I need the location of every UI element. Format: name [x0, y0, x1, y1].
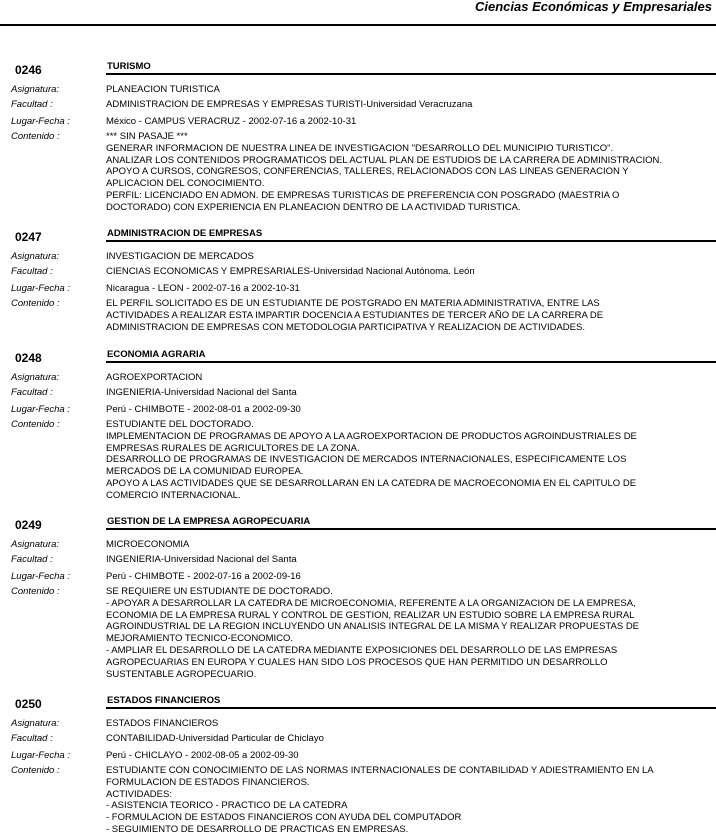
entry-code: 0248 — [15, 351, 42, 365]
field-label: Lugar-Fecha : — [11, 283, 70, 294]
entry-code: 0247 — [15, 230, 42, 244]
content-line: - FORMULACION DE ESTADOS FINANCIEROS CON AYUDA DEL COMPUTADOR — [106, 812, 462, 824]
content-line: ESTUDIANTE DEL DOCTORADO. — [106, 419, 254, 430]
field-value: MICROECONOMIA — [106, 539, 190, 550]
field-label: Lugar-Fecha : — [11, 750, 70, 761]
field-label: Lugar-Fecha : — [11, 571, 70, 582]
content-line: - SEGUIMIENTO DE DESARROLLO DE PRACTICAS EN EMPRESAS. — [106, 823, 409, 835]
entry-divider — [106, 707, 716, 709]
content-line: APOYO A CURSOS, CONGRESOS, CONFERENCIAS, TALLERES, RELACIONADOS CON LAS LINEAS GENERACION Y — [106, 166, 629, 178]
content-text — [106, 586, 639, 680]
field-label: Facultad : — [11, 266, 53, 277]
field-value: INGENIERIA-Universidad Nacional del Santa — [106, 554, 297, 565]
content-line: *** SIN PASAJE *** — [106, 131, 188, 142]
content-line: SUSTENTABLE AGROPECUARIO. — [106, 668, 257, 680]
field-label: Lugar-Fecha : — [11, 116, 70, 127]
entry-code: 0246 — [15, 63, 42, 77]
entry-subject: ECONOMIA AGRARIA — [107, 349, 206, 360]
field-value: Perú - CHICLAYO - 2002-08-05 a 2002-09-30 — [106, 750, 299, 761]
field-label: Asignatura: — [11, 539, 60, 550]
field-value: AGROEXPORTACION — [106, 372, 203, 383]
content-line: EMPRESAS RURALES DE AGRICULTORES DE LA ZONA. — [106, 442, 360, 454]
content-line: APOYO A LAS ACTIVIDADES QUE SE DESARROLLARAN EN LA CATEDRA DE MACROECONOMIA EN EL CAPITULO DE — [106, 477, 637, 489]
field-value: CIENCIAS ECONOMICAS Y EMPRESARIALES-Universidad Nacional Autónoma. León — [106, 266, 475, 277]
content-line: ACTIVIDADES: — [106, 788, 172, 800]
field-value: INVESTIGACION DE MERCADOS — [106, 251, 254, 262]
content-line: ANALIZAR LOS CONTENIDOS PROGRAMATICOS DEL ACTUAL PLAN DE ESTUDIOS DE LA CARRERA DE ADMINISTRACION. — [106, 154, 663, 166]
content-line: ECONOMIA DE LA EMPRESA RURAL Y CONTROL DE GESTION, REALIZAR UN ESTUDIO SOBRE LA EMPRESA RURAL — [106, 609, 635, 621]
content-line: ACTIVIDADES A REALIZAR ESTA IMPARTIR DOCENCIA A ESTUDIANTES DE TERCER AÑO DE LA CARRERA DE — [106, 309, 604, 321]
field-value: Nicaragua - LEON - 2002-07-16 a 2002-10-31 — [106, 283, 300, 294]
field-label: Asignatura: — [11, 84, 60, 95]
entry-divider — [106, 361, 716, 363]
content-line: ADMINISTRACION DE EMPRESAS CON METODOLOGIA PARTICIPATIVA Y REALIZACION DE ACTIVIDADES. — [106, 321, 585, 333]
content-line: MERCADOS DE LA COMUNIDAD EUROPEA. — [106, 466, 304, 478]
content-line: AGROPECUARIAS EN EUROPA Y CUALES HAN SIDO LOS PROCESOS QUE HAN PERMITIDO UN DESARROLLO — [106, 656, 608, 668]
content-text — [106, 298, 603, 333]
content-line: - ASISTENCIA TEORICO - PRACTICO DE LA CATEDRA — [106, 800, 348, 812]
content-line: DESARROLLO DE PROGRAMAS DE INVESTIGACION DE MERCADOS INTERNACIONALES, ESPECIFICAMENTE LOS — [106, 454, 627, 466]
field-label: Asignatura: — [11, 251, 60, 262]
field-label: Contenido : — [11, 131, 60, 142]
content-line: MEJORAMIENTO TECNICO-ECONOMICO. — [106, 633, 294, 645]
content-line: AGROINDUSTRIAL DE LA REGION INCLUYENDO UN ANALISIS INTEGRAL DE LA MISMA Y REALIZAR PROPUESTAS DE — [106, 621, 640, 633]
field-label: Lugar-Fecha : — [11, 404, 70, 415]
content-line: - APOYAR A DESARROLLAR LA CATEDRA DE MICROECONOMIA, REFERENTE A LA ORGANIZACION DE LA EMPRESA, — [106, 597, 636, 609]
field-label: Asignatura: — [11, 718, 60, 729]
content-line: PERFIL: LICENCIADO EN ADMON. DE EMPRESAS TURISTICAS DE PREFERENCIA CON POSGRADO (MAESTRIA O — [106, 189, 620, 201]
content-text — [106, 131, 662, 214]
content-line: IMPLEMENTACION DE PROGRAMAS DE APOYO A LA AGROEXPORTACION DE PRODUCTOS AGROINDUSTRIALES DE — [106, 430, 637, 442]
field-value: ADMINISTRACION DE EMPRESAS Y EMPRESAS TURISTI-Universidad Veracruzana — [106, 99, 473, 110]
entry-divider — [106, 528, 716, 530]
content-line: GENERAR INFORMACION DE NUESTRA LINEA DE INVESTIGACION "DESARROLLO DEL MUNICIPIO TURISTICO". — [106, 142, 614, 154]
field-label: Facultad : — [11, 733, 53, 744]
field-value: Perú - CHIMBOTE - 2002-08-01 a 2002-09-30 — [106, 404, 301, 415]
field-label: Contenido : — [11, 586, 60, 597]
page-title: Ciencias Económicas y Empresariales — [474, 0, 712, 14]
entry-subject: ESTADOS FINANCIEROS — [107, 695, 221, 706]
field-value: INGENIERIA-Universidad Nacional del Santa — [106, 387, 297, 398]
field-label: Facultad : — [11, 99, 53, 110]
entry-code: 0249 — [15, 518, 42, 532]
content-line: COMERCIO INTERNACIONAL. — [106, 489, 241, 501]
content-text — [106, 765, 654, 836]
content-line: FORMULACION DE ESTADOS FINANCIEROS. — [106, 776, 310, 788]
field-value: ESTADOS FINANCIEROS — [106, 718, 219, 729]
field-label: Contenido : — [11, 298, 60, 309]
content-line: DOCTORADO) CON EXPERIENCIA EN PLANEACION DENTRO DE LA ACTIVIDAD TURISTICA. — [106, 201, 521, 213]
entry-subject: TURISMO — [107, 61, 151, 72]
content-line: SE REQUIERE UN ESTUDIANTE DE DOCTORADO. — [106, 586, 333, 597]
entry-divider — [106, 73, 716, 75]
field-value: Perú - CHIMBOTE - 2002-07-16 a 2002-09-16 — [106, 571, 301, 582]
entry-subject: GESTION DE LA EMPRESA AGROPECUARIA — [107, 516, 311, 527]
field-label: Contenido : — [11, 419, 60, 430]
entry-code: 0250 — [15, 697, 42, 711]
content-line: - AMPLIAR EL DESARROLLO DE LA CATEDRA MEDIANTE EXPOSICIONES DEL DESARROLLO DE LAS EMPRESAS — [106, 644, 618, 656]
field-label: Facultad : — [11, 387, 53, 398]
content-text — [106, 419, 637, 502]
field-label: Contenido : — [11, 765, 60, 776]
page-header — [0, 0, 716, 26]
entry-divider — [106, 240, 716, 242]
field-label: Facultad : — [11, 554, 53, 565]
content-line: APLICACION DEL CONOCIMIENTO. — [106, 178, 265, 190]
field-value: México - CAMPUS VERACRUZ - 2002-07-16 a 2002-10-31 — [106, 116, 357, 127]
content-line: EL PERFIL SOLICITADO ES DE UN ESTUDIANTE DE POSTGRADO EN MATERIA ADMINISTRATIVA, ENTRE LAS — [106, 298, 600, 309]
content-line: ESTUDIANTE CON CONOCIMIENTO DE LAS NORMAS INTERNACIONALES DE CONTABILIDAD Y ADIESTRAMIENTO EN LA — [106, 765, 654, 776]
field-label: Asignatura: — [11, 372, 60, 383]
field-value: PLANEACION TURISTICA — [106, 84, 220, 95]
field-value: CONTABILIDAD-Universidad Particular de Chiclayo — [106, 733, 324, 744]
entry-subject: ADMINISTRACION DE EMPRESAS — [107, 228, 263, 239]
